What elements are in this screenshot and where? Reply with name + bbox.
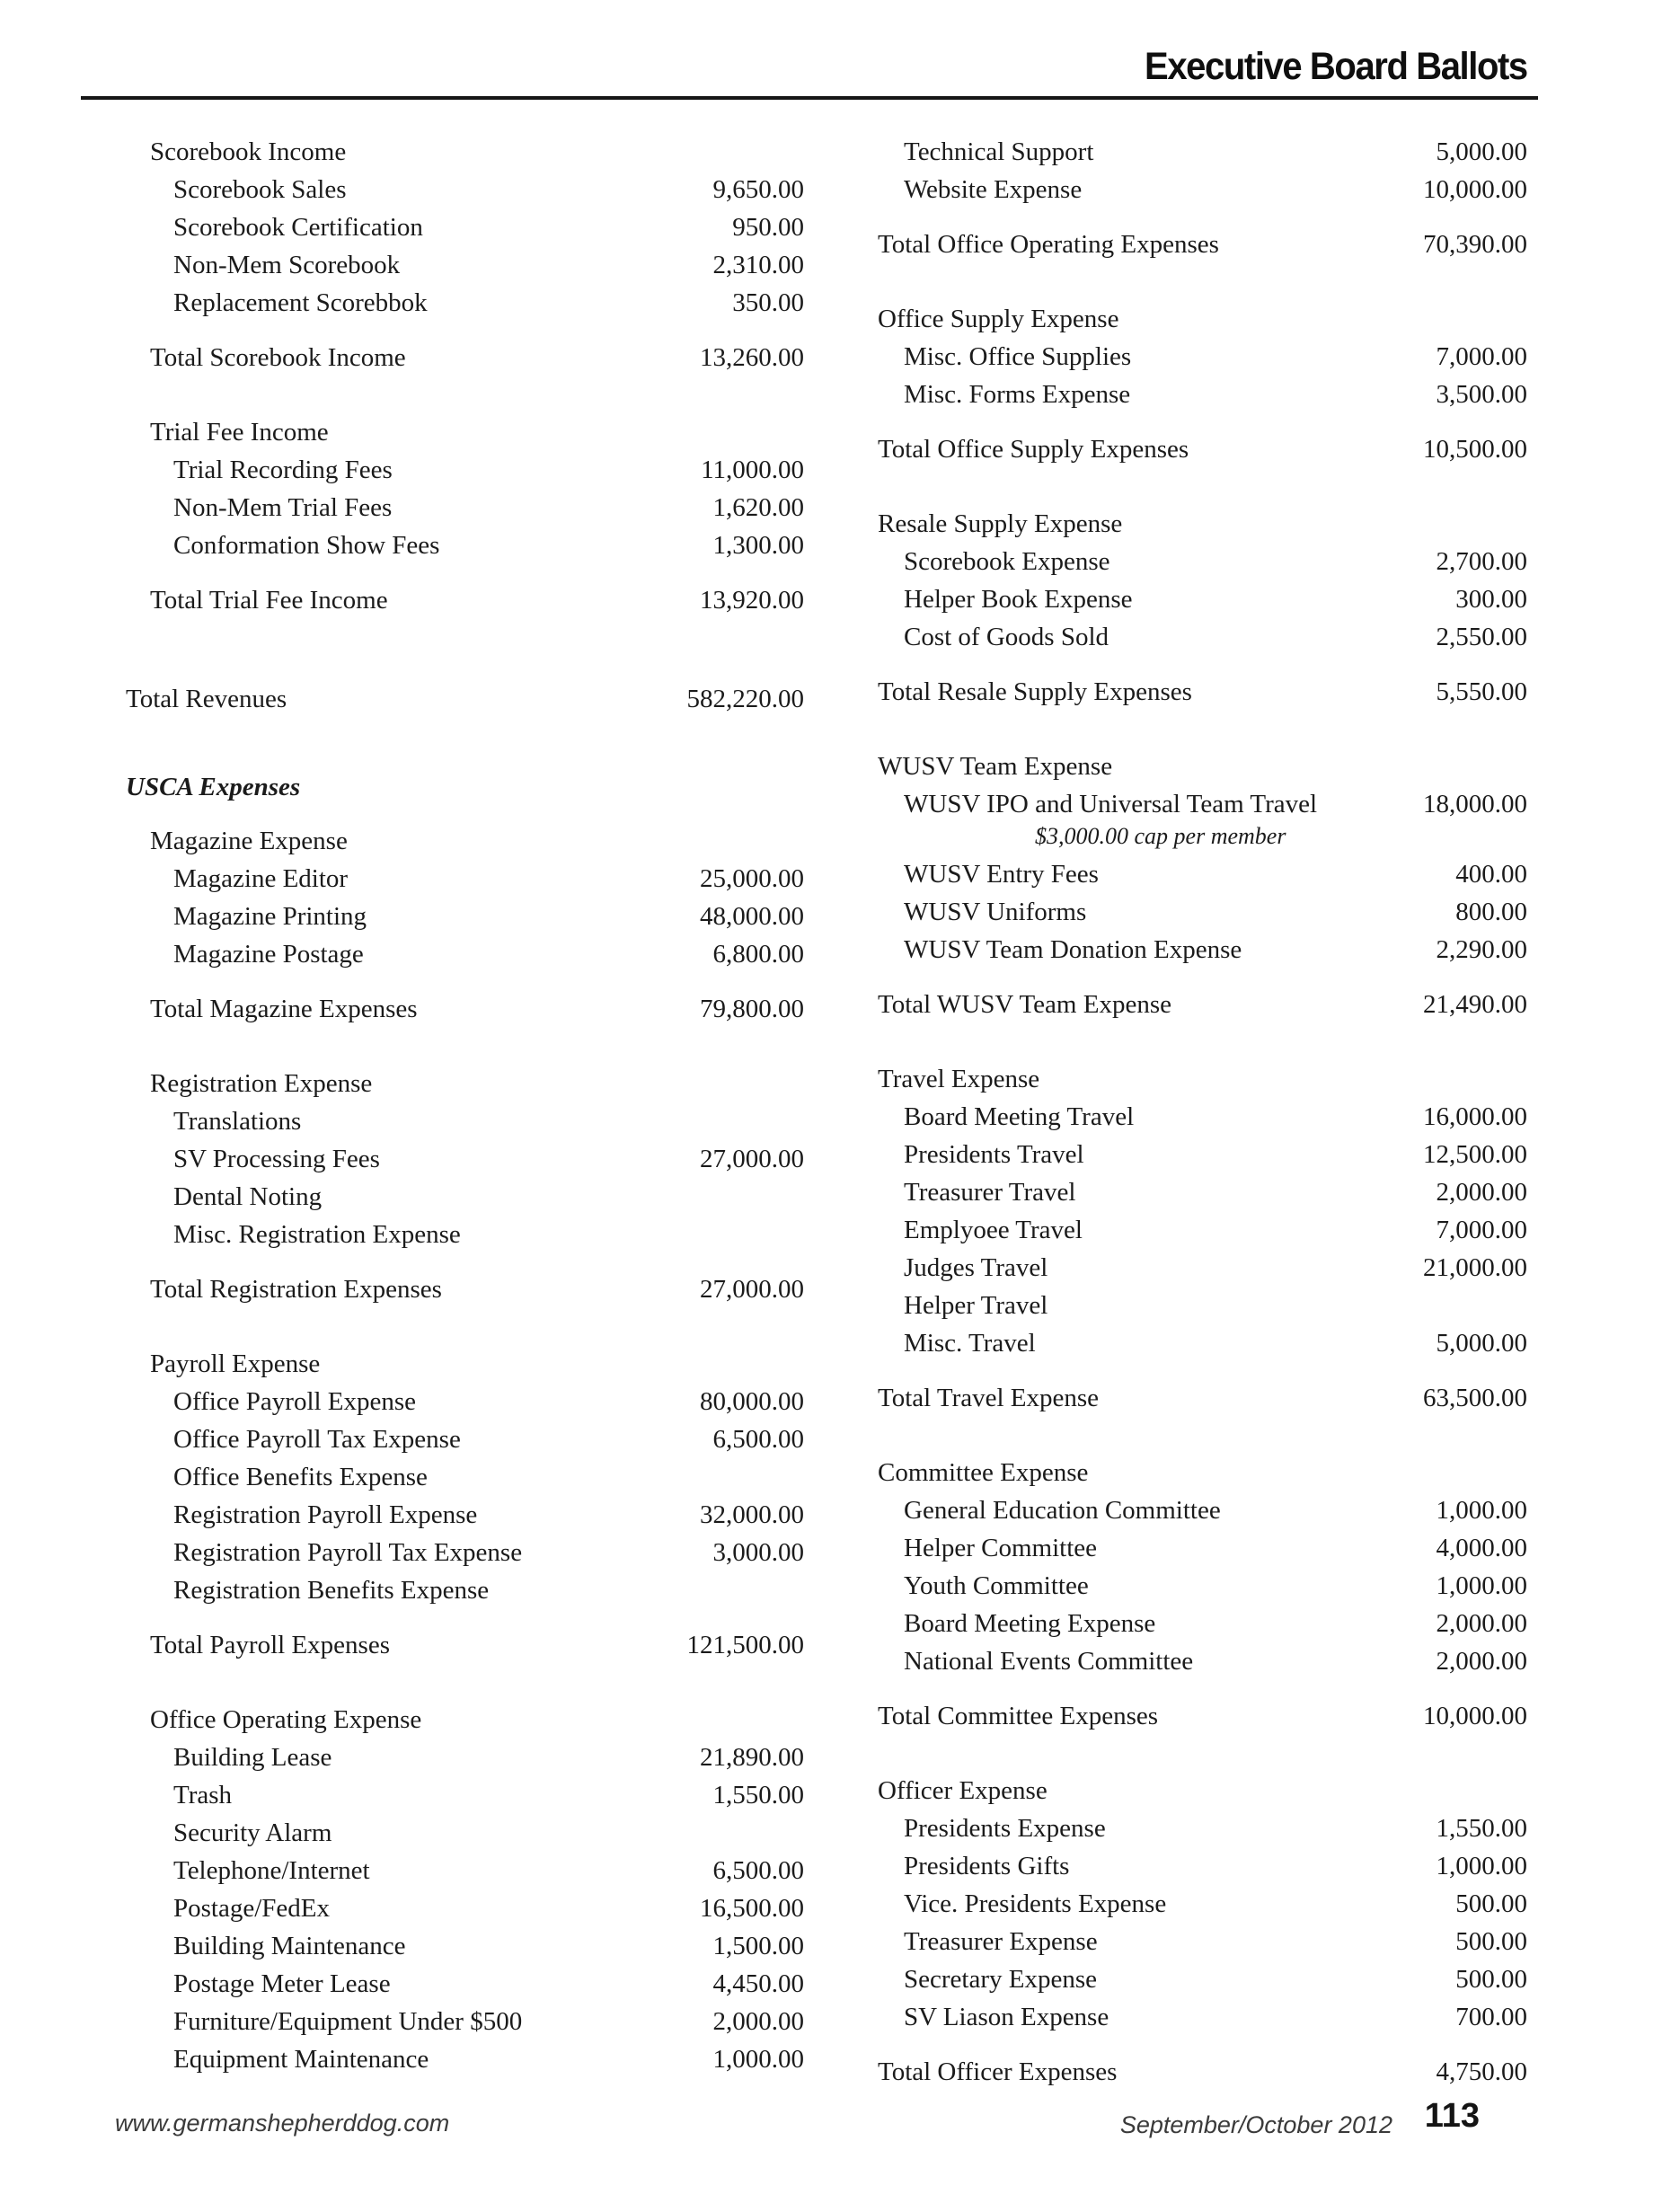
item-row (878, 1960, 1527, 1998)
row-label: Board Meeting Expense (904, 1609, 1156, 1638)
row-value: 2,310.00 (712, 251, 804, 279)
item-row (126, 2040, 804, 2078)
footer-issue-date: September/October 2012 (1119, 2111, 1392, 2138)
item-row (878, 1529, 1527, 1567)
section-row (126, 133, 804, 171)
row-value: 16,500.00 (700, 1894, 804, 1923)
row-value: 5,000.00 (1436, 1329, 1527, 1358)
item-row (878, 1249, 1527, 1287)
row-value: 4,450.00 (712, 1969, 804, 1998)
row-value: 2,290.00 (1436, 935, 1527, 964)
section-row (878, 748, 1527, 785)
total-row (126, 339, 804, 376)
item-row (878, 1885, 1527, 1923)
row-value: 18,000.00 (1423, 790, 1527, 818)
row-value: 1,300.00 (712, 531, 804, 560)
item-row (126, 246, 804, 284)
item-row (878, 580, 1527, 618)
row-label: Total Scorebook Income (150, 343, 406, 372)
row-value: 500.00 (1455, 1889, 1527, 1918)
item-row (878, 543, 1527, 580)
item-row (878, 618, 1527, 656)
row-value: 1,000.00 (1436, 1571, 1527, 1600)
row-value: 5,000.00 (1436, 137, 1527, 166)
item-row (126, 1496, 804, 1534)
row-value: 2,700.00 (1436, 547, 1527, 576)
row-label: Helper Travel (904, 1291, 1048, 1320)
row-value: 4,000.00 (1436, 1534, 1527, 1562)
row-label: General Education Committee (904, 1496, 1221, 1525)
grand-total-row (126, 680, 804, 718)
item-row (878, 1567, 1527, 1605)
row-value: 2,000.00 (712, 2007, 804, 2036)
item-row (126, 2003, 804, 2040)
row-label: WUSV IPO and Universal Team Travel (904, 790, 1318, 818)
row-label: Treasurer Travel (904, 1178, 1076, 1207)
budget-column-right (878, 133, 1527, 2091)
row-label: Total Travel Expense (878, 1384, 1100, 1412)
item-row (126, 860, 804, 898)
section-row (878, 505, 1527, 543)
row-label: Misc. Travel (904, 1329, 1036, 1358)
item-row (878, 1136, 1527, 1173)
row-value: 4,750.00 (1436, 2057, 1527, 2086)
row-label: Furniture/Equipment Under $500 (173, 2007, 523, 2036)
row-label: Dental Noting (173, 1182, 323, 1211)
item-row (878, 376, 1527, 413)
footer-website-url: www.germanshepherddog.com (115, 2110, 450, 2137)
row-label: Total Committee Expenses (878, 1702, 1159, 1730)
item-row (878, 1491, 1527, 1529)
row-value: 800.00 (1455, 898, 1527, 926)
item-row (878, 1324, 1527, 1362)
row-value: 5,550.00 (1436, 677, 1527, 706)
item-row (126, 1102, 804, 1140)
total-row (878, 430, 1527, 468)
section-row (878, 1772, 1527, 1809)
row-value: 13,260.00 (700, 343, 804, 372)
row-value: 21,000.00 (1423, 1253, 1527, 1282)
item-row (878, 1287, 1527, 1324)
row-value: 6,500.00 (712, 1856, 804, 1885)
item-row (878, 1173, 1527, 1211)
section-row (126, 1345, 804, 1383)
row-label: Scorebook Income (150, 137, 347, 166)
row-label: Non-Mem Scorebook (173, 251, 401, 279)
row-label: Trash (173, 1781, 233, 1809)
row-label: Emplyoee Travel (904, 1216, 1083, 1244)
row-value: 12,500.00 (1423, 1140, 1527, 1169)
row-label: Total Officer Expenses (878, 2057, 1118, 2086)
section-row (126, 1701, 804, 1739)
item-row (126, 1571, 804, 1609)
row-label: Office Payroll Expense (173, 1387, 417, 1416)
row-label: Registration Payroll Expense (173, 1500, 478, 1529)
item-row (126, 1739, 804, 1776)
row-value: 25,000.00 (700, 864, 804, 893)
row-value: 1,620.00 (712, 493, 804, 522)
item-row (878, 1098, 1527, 1136)
row-label: Officer Expense (878, 1776, 1048, 1805)
total-row (878, 986, 1527, 1023)
item-row (126, 489, 804, 526)
row-value: 950.00 (732, 213, 804, 242)
row-label: Replacement Scorebbok (173, 288, 428, 317)
total-row (878, 1697, 1527, 1735)
total-row (878, 2053, 1527, 2091)
item-row (126, 1420, 804, 1458)
row-label: Registration Payroll Tax Expense (173, 1538, 523, 1567)
row-label: Scorebook Sales (173, 175, 347, 204)
budget-column-left (126, 133, 804, 2078)
row-label: Office Benefits Expense (173, 1463, 428, 1491)
row-label: Security Alarm (173, 1818, 332, 1847)
row-value: 121,500.00 (686, 1631, 804, 1659)
row-value: 7,000.00 (1436, 342, 1527, 371)
row-value: 500.00 (1455, 1927, 1527, 1956)
item-row (878, 893, 1527, 931)
header-rule (81, 96, 1538, 100)
row-label: Payroll Expense (150, 1349, 321, 1378)
row-label: Helper Committee (904, 1534, 1098, 1562)
row-value: 21,890.00 (700, 1743, 804, 1772)
section-row (878, 1454, 1527, 1491)
section-tight-row (126, 822, 804, 860)
item-row (126, 451, 804, 489)
row-label: WUSV Team Donation Expense (904, 935, 1242, 964)
item-row (126, 1927, 804, 1965)
row-value: 48,000.00 (700, 902, 804, 931)
item-row (126, 1178, 804, 1216)
row-label: Trial Recording Fees (173, 456, 393, 484)
group-title-row (126, 768, 804, 806)
row-value: 3,500.00 (1436, 380, 1527, 409)
row-label: Misc. Forms Expense (904, 380, 1131, 409)
page-title: Executive Board Ballots (1145, 45, 1527, 88)
row-value: 2,000.00 (1436, 1609, 1527, 1638)
row-label: Total Payroll Expenses (150, 1631, 390, 1659)
row-label: Misc. Registration Expense (173, 1220, 461, 1249)
total-row (878, 1379, 1527, 1417)
row-label: Translations (173, 1107, 302, 1136)
section-row (126, 413, 804, 451)
row-label: Presidents Travel (904, 1140, 1084, 1169)
row-label: National Events Committee (904, 1647, 1194, 1676)
section-row (126, 1065, 804, 1102)
row-label: Total Magazine Expenses (150, 995, 418, 1023)
item-row (878, 785, 1527, 823)
row-label: Registration Expense (150, 1069, 373, 1098)
row-label: Total Registration Expenses (150, 1275, 442, 1304)
footer-page-number: 113 (1424, 2097, 1480, 2135)
row-label: SV Liason Expense (904, 2003, 1109, 2031)
total-row (126, 1270, 804, 1308)
item-row (126, 1814, 804, 1852)
row-label: Registration Benefits Expense (173, 1576, 490, 1605)
item-row (126, 1458, 804, 1496)
row-label: Equipment Maintenance (173, 2045, 429, 2074)
row-value: 2,550.00 (1436, 623, 1527, 651)
row-label: Magazine Expense (150, 827, 348, 855)
item-row (878, 171, 1527, 208)
row-label: Building Maintenance (173, 1932, 406, 1960)
row-label: Cost of Goods Sold (904, 623, 1109, 651)
item-row (126, 526, 804, 564)
item-row (878, 931, 1527, 969)
row-value: 10,000.00 (1423, 1702, 1527, 1730)
row-value: 27,000.00 (700, 1145, 804, 1173)
row-label: Misc. Office Supplies (904, 342, 1132, 371)
row-label: Treasurer Expense (904, 1927, 1098, 1956)
row-value: 9,650.00 (712, 175, 804, 204)
row-label: Total Resale Supply Expenses (878, 677, 1192, 706)
section-row (878, 1060, 1527, 1098)
row-value: 1,000.00 (1436, 1496, 1527, 1525)
row-label: Total Revenues (126, 685, 287, 713)
item-row (126, 1889, 804, 1927)
row-label: Presidents Gifts (904, 1852, 1070, 1880)
row-value: 1,000.00 (1436, 1852, 1527, 1880)
row-label: Total Trial Fee Income (150, 586, 388, 615)
item-row (126, 1216, 804, 1253)
row-label: Travel Expense (878, 1065, 1040, 1093)
row-value: 1,550.00 (1436, 1814, 1527, 1843)
item-row (126, 1383, 804, 1420)
row-label: Office Payroll Tax Expense (173, 1425, 461, 1454)
row-label: Presidents Expense (904, 1814, 1106, 1843)
section-row (878, 300, 1527, 338)
row-label: USCA Expenses (126, 773, 301, 801)
row-value: 6,800.00 (712, 940, 804, 969)
row-label: Scorebook Expense (904, 547, 1110, 576)
row-label: Building Lease (173, 1743, 332, 1772)
row-label: Office Operating Expense (150, 1705, 422, 1734)
row-value: 10,500.00 (1423, 435, 1527, 464)
item-row (878, 1847, 1527, 1885)
row-value: 700.00 (1455, 2003, 1527, 2031)
row-value: 10,000.00 (1423, 175, 1527, 204)
row-label: Trial Fee Income (150, 418, 329, 447)
row-value: 500.00 (1455, 1965, 1527, 1994)
row-value: 1,500.00 (712, 1932, 804, 1960)
row-value: 79,800.00 (700, 995, 804, 1023)
item-row (878, 133, 1527, 171)
row-label: Resale Supply Expense (878, 509, 1123, 538)
row-label: Youth Committee (904, 1571, 1089, 1600)
row-label: Office Supply Expense (878, 305, 1119, 333)
row-label: Total WUSV Team Expense (878, 990, 1171, 1019)
row-label: Postage Meter Lease (173, 1969, 391, 1998)
total-row (878, 673, 1527, 711)
row-value: 13,920.00 (700, 586, 804, 615)
item-row (878, 855, 1527, 893)
row-value: 80,000.00 (700, 1387, 804, 1416)
total-row (878, 226, 1527, 263)
row-label: Magazine Editor (173, 864, 349, 893)
row-value: 1,000.00 (712, 2045, 804, 2074)
row-label: Conformation Show Fees (173, 531, 440, 560)
row-label: Website Expense (904, 175, 1083, 204)
item-row (126, 284, 804, 322)
row-value: 70,390.00 (1423, 230, 1527, 259)
total-row (126, 990, 804, 1028)
row-label: SV Processing Fees (173, 1145, 380, 1173)
item-row (878, 1998, 1527, 2036)
row-label: WUSV Uniforms (904, 898, 1087, 926)
row-label: Vice. Presidents Expense (904, 1889, 1167, 1918)
row-label: Total Office Operating Expenses (878, 230, 1219, 259)
row-label: Helper Book Expense (904, 585, 1133, 614)
item-row (126, 1852, 804, 1889)
item-row (878, 1809, 1527, 1847)
item-row (126, 1534, 804, 1571)
row-label: Magazine Printing (173, 902, 367, 931)
row-label: WUSV Entry Fees (904, 860, 1099, 889)
row-label: Total Office Supply Expenses (878, 435, 1189, 464)
row-value: 7,000.00 (1436, 1216, 1527, 1244)
item-row (126, 171, 804, 208)
item-row (126, 935, 804, 973)
row-label: Board Meeting Travel (904, 1102, 1135, 1131)
row-value: 63,500.00 (1423, 1384, 1527, 1412)
row-label: Non-Mem Trial Fees (173, 493, 393, 522)
row-label: WUSV Team Expense (878, 752, 1113, 781)
row-value: 6,500.00 (712, 1425, 804, 1454)
row-label: Telephone/Internet (173, 1856, 370, 1885)
row-label: $3,000.00 cap per member (1035, 823, 1286, 849)
row-label: Judges Travel (904, 1253, 1048, 1282)
item-row (126, 898, 804, 935)
row-value: 300.00 (1455, 585, 1527, 614)
item-row (878, 1211, 1527, 1249)
row-value: 582,220.00 (686, 685, 804, 713)
row-label: Committee Expense (878, 1458, 1089, 1487)
row-value: 350.00 (732, 288, 804, 317)
row-value: 3,000.00 (712, 1538, 804, 1567)
row-label: Technical Support (904, 137, 1094, 166)
item-row (878, 1605, 1527, 1642)
total-row (126, 1626, 804, 1664)
row-value: 11,000.00 (701, 456, 804, 484)
row-label: Postage/FedEx (173, 1894, 330, 1923)
item-row (126, 208, 804, 246)
row-value: 27,000.00 (700, 1275, 804, 1304)
row-value: 400.00 (1455, 860, 1527, 889)
item-row (878, 338, 1527, 376)
row-value: 21,490.00 (1423, 990, 1527, 1019)
row-label: Magazine Postage (173, 940, 364, 969)
item-row (878, 1642, 1527, 1680)
total-row (126, 581, 804, 619)
row-label: Secretary Expense (904, 1965, 1097, 1994)
item-row (878, 1923, 1527, 1960)
row-value: 1,550.00 (712, 1781, 804, 1809)
item-row (126, 1140, 804, 1178)
row-label: Scorebook Certification (173, 213, 423, 242)
item-row (126, 1776, 804, 1814)
row-value: 2,000.00 (1436, 1647, 1527, 1676)
row-value: 16,000.00 (1423, 1102, 1527, 1131)
row-value: 32,000.00 (700, 1500, 804, 1529)
row-value: 2,000.00 (1436, 1178, 1527, 1207)
note-row (878, 823, 1527, 855)
item-row (126, 1965, 804, 2003)
